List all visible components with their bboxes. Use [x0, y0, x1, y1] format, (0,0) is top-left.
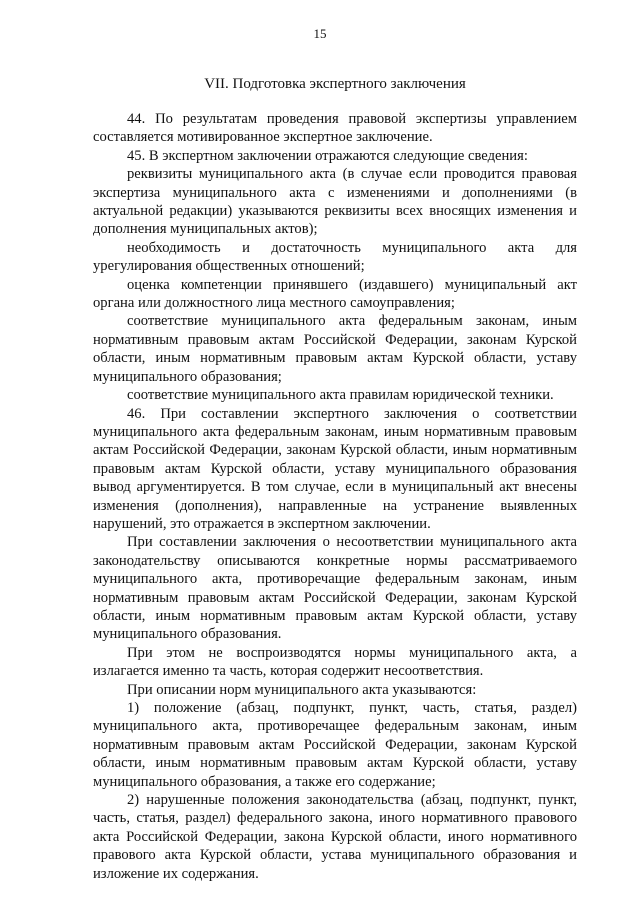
paragraph-nonconformity: При составлении заключения о несоответствии муниципального акта законодательству описываются конкретные нормы рассматриваемого муниципального акта, противоречащие федеральным законам, иным нормативным правовым актам Российской Федерации, законам Курской области, иным нормативным правовым актам Курской области, уставу муниципального образования. — [93, 534, 577, 643]
list-item-1: 1) положение (абзац, подпункт, пункт, часть, статья, раздел) муниципального акта, противоречащее федеральным законам, иным нормативным правовым актам Российской Федерации, законам Курской области, иным нормативным правовым актам Курской области, уставу муниципального образования, а также его содержание; — [93, 700, 577, 790]
paragraph-norms-description: При описании норм муниципального акта указываются: — [127, 681, 477, 698]
section-heading: VII. Подготовка экспертного заключения — [204, 76, 466, 92]
page-number: 15 — [313, 26, 327, 41]
paragraph-45: 45. В экспертном заключении отражаются следующие сведения: — [127, 147, 528, 164]
list-item-compliance-laws: соответствие муниципального акта федеральным законам, иным нормативным правовым актам Российской Федерации, законам Курской области, иным нормативным правовым актам Курской области, уставу муниципального образования; — [93, 313, 577, 385]
list-item-competence: оценка компетенции принявшего (издавшего) муниципальный акт органа или должностного лица местного самоуправления; — [93, 276, 577, 312]
list-item-2: 2) нарушенные положения законодательства (абзац, подпункт, пункт, часть, статья, раздел) федерального закона, иного нормативного правового акта Российской Федерации, закона Курской области, иного нормативного правового акта Курской области, устава муниципального образования и изложение их содержания. — [93, 792, 577, 882]
list-item-legal-technique: соответствие муниципального акта правилам юридической техники. — [127, 387, 554, 404]
list-item-necessity: необходимость и достаточность муниципального акта для урегулирования общественных отношений; — [93, 239, 577, 275]
document-body — [93, 110, 577, 883]
list-item-requisites: реквизиты муниципального акта (в случае если проводится правовая экспертиза муниципального акта с изменениями и дополнениями (в актуальной редакции) указываются реквизиты всех вносящих изменения и дополнения муниципальных актов); — [93, 166, 577, 238]
paragraph-not-reproduced: При этом не воспроизводятся нормы муниципального акта, а излагается именно та часть, которая содержит несоответствия. — [93, 644, 577, 680]
paragraph-44: 44. По результатам проведения правовой экспертизы управлением составляется мотивированное экспертное заключение. — [93, 111, 577, 146]
paragraph-46: 46. При составлении экспертного заключения о соответствии муниципального акта федеральным законам, иным нормативным правовым актам Российской Федерации, законам Курской области, иным нормативным правовым актам Курской области, уставу муниципального образования вывод аргументируется. В том случае, если в муниципальный акт внесены изменения (дополнения), направленные на устранение выявленных нарушений, это отражается в экспертном заключении. — [93, 405, 577, 532]
